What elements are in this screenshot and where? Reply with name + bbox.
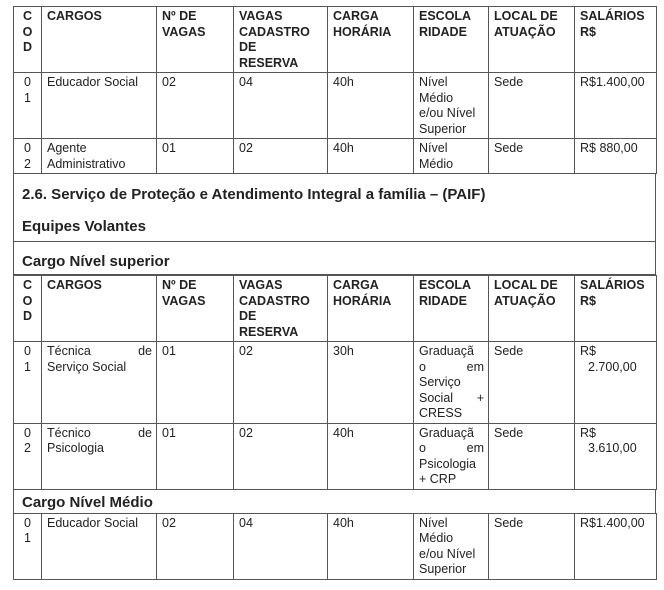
header-escolaridade: ESCOLA RIDADE bbox=[414, 7, 489, 73]
header-local: LOCAL DE ATUAÇÃO bbox=[489, 7, 575, 73]
cargo-cell: Educador Social bbox=[42, 513, 157, 579]
cargo-cell: Educador Social bbox=[42, 73, 157, 139]
document-page bbox=[13, 6, 656, 580]
level-superior-heading: Cargo Nível superior bbox=[13, 242, 656, 275]
table-row: 0 1 Educador Social 02 04 40h Nível Médio e/ou Nível Superior Sede R$1.400,00 bbox=[14, 73, 657, 139]
header-vagas: Nº DE VAGAS bbox=[157, 7, 234, 73]
level-medio-heading: Cargo Nível Médio bbox=[13, 490, 656, 513]
table-row: 0 2 Técnico de Psicologia 01 02 40h Graduaçã o em Psicologia + CRP Sede R$ 3.610,00 bbox=[14, 423, 657, 489]
vacancy-table-3 bbox=[13, 513, 657, 580]
header-carga: CARGA HORÁRIA bbox=[328, 7, 414, 73]
cargo-cell: Agente Administrativo bbox=[42, 139, 157, 174]
vacancy-table-2 bbox=[13, 275, 657, 490]
section-title: 2.6. Serviço de Proteção e Atendimento Integral a família – (PAIF) bbox=[22, 186, 486, 203]
table-row: 0 1 Técnica de Serviço Social 01 02 30h Graduaçã o em Serviço Social + CRESS Sede R$ 2.700,00 bbox=[14, 342, 657, 424]
header-cadastro: VAGAS CADASTRO DE RESERVA bbox=[234, 7, 328, 73]
header-salarios: SALÁRIOS R$ bbox=[575, 7, 657, 73]
table-header-row bbox=[14, 7, 657, 73]
table-header-row: C O D CARGOS Nº DE VAGAS VAGAS CADASTRO DE RESERVA CARGA HORÁRIA ESCOLA RIDADE LOCAL DE ATUAÇÃO SALÁRIOS R$ bbox=[14, 276, 657, 342]
section-subtitle: Equipes Volantes bbox=[22, 218, 146, 235]
header-cargos: CARGOS bbox=[42, 7, 157, 73]
vacancy-table-1 bbox=[13, 6, 657, 174]
header-cod: C O D bbox=[14, 7, 42, 73]
table-row: 0 1 Educador Social 02 04 40h Nível Médio e/ou Nível Superior Sede R$1.400,00 bbox=[14, 513, 657, 579]
cargo-cell: Técnica de Serviço Social bbox=[42, 342, 157, 424]
section-header bbox=[13, 174, 656, 242]
cargo-cell: Técnico de Psicologia bbox=[42, 423, 157, 489]
table-row: 0 2 Agente Administrativo 01 02 40h Nível Médio Sede R$ 880,00 bbox=[14, 139, 657, 174]
